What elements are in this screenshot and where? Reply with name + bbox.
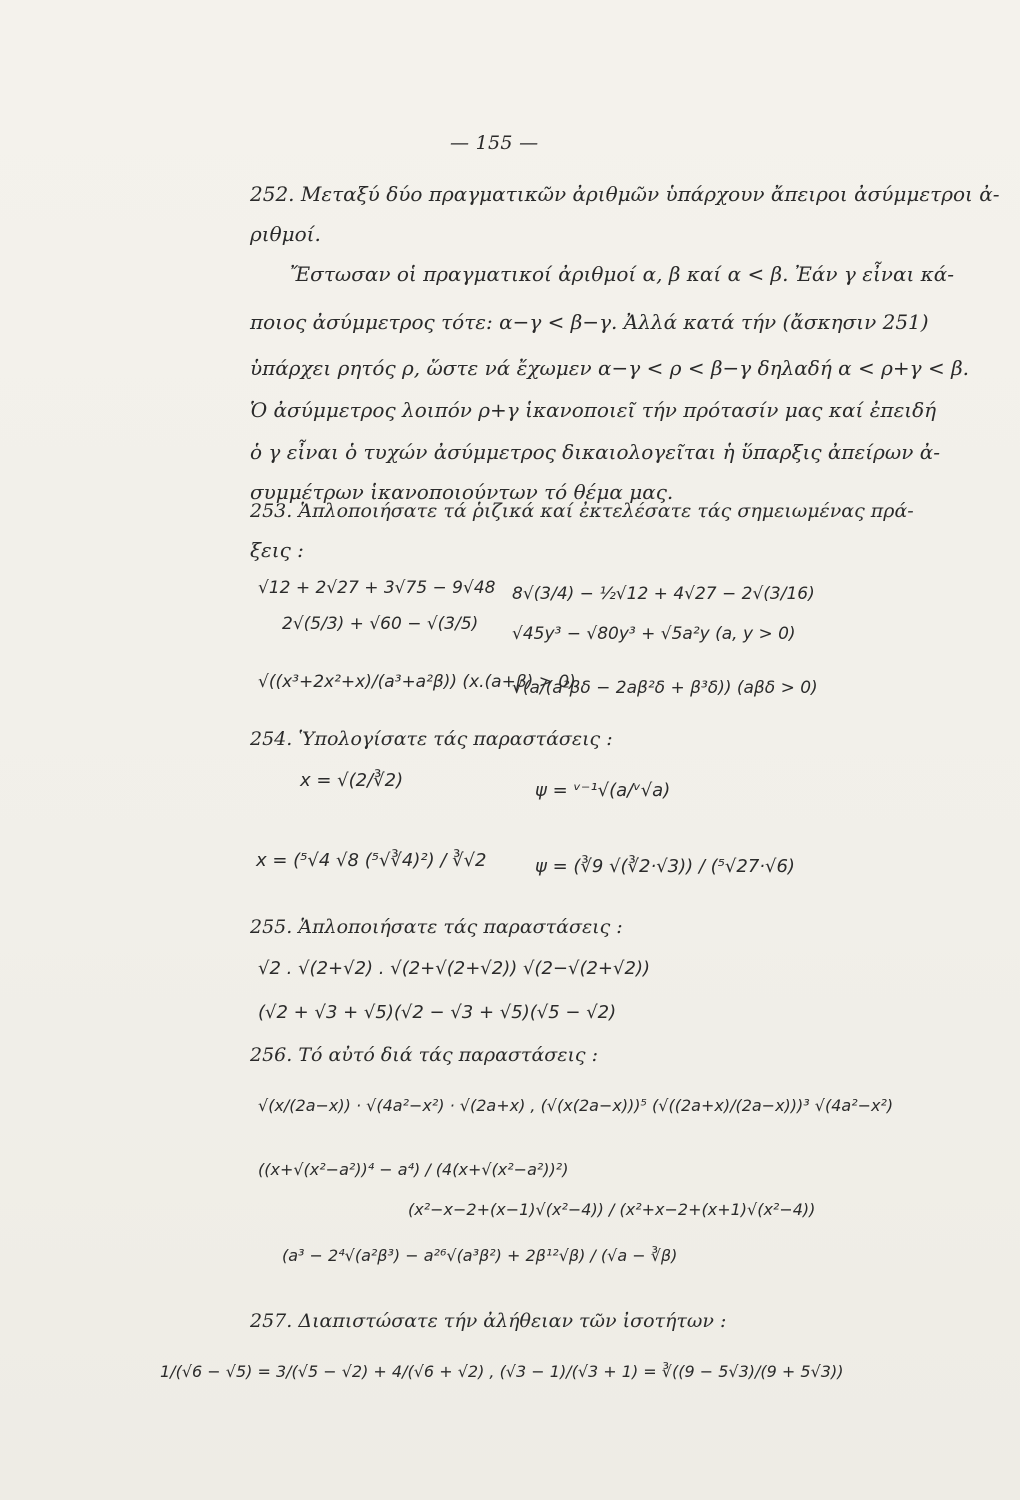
ex253-expr-left-1: √12 + 2√27 + 3√75 − 9√48 [258,578,496,598]
ex254-expr-1: x = √(2/∛2) [300,770,404,791]
ex256-expr-2: ((x+√(x²−a²))⁴ − a⁴) / (4(x+√(x²−a²))²) [258,1160,569,1179]
ex252-line-3: Ἔστωσαν οἱ πραγματικοί ἀριθμοί α, β καί α < β. Ἐάν γ εἶναι κά- [290,262,955,286]
ex252-line-4: ποιος ἀσύμμετρος τότε: α−γ < β−γ. Ἀλλά κατά τήν (ἄσκησιν 251) [250,310,929,334]
ex253-expr-right-2: √45y³ − √80y³ + √5a²y (a, y > 0) [512,624,796,644]
ex252-line-5: ὑπάρχει ρητός ρ, ὥστε νά ἔχωμεν α−γ < ρ < β−γ δηλαδή α < ρ+γ < β. [250,356,970,380]
ex252-line-1: 252. Μεταξύ δύο πραγματικῶν ἀριθμῶν ὑπάρχουν ἄπειροι ἀσύμμετροι ἀ- [250,182,1000,206]
ex256-title: 256. Τό αὐτό διά τάς παραστάσεις : [250,1044,598,1066]
ex255-title: 255. Ἁπλοποιήσατε τάς παραστάσεις : [250,916,623,938]
ex254-expr-3: x = (⁵√4 √8 (⁵√∛4)²) / ∛√2 [256,850,487,871]
ex254-expr-4: ψ = (∛9 √(∛2·√3)) / (⁵√27·√6) [535,856,795,877]
ex256-expr-1: √(x/(2a−x)) · √(4a²−x²) · √(2a+x) , (√(x(2a−x)))⁵ (√((2a+x)/(2a−x)))³ √(4a²−x²) [258,1096,894,1115]
ex253-expr-left-2: 2√(5/3) + √60 − √(3/5) [282,614,479,634]
ex256-expr-4: (a³ − 2⁴√(a²β³) − a²⁶√(a³β²) + 2β¹²√β) / (√a − ∛β) [282,1246,678,1265]
ex252-line-2: ριθμοί. [250,222,321,246]
ex252-line-7: ὁ γ εἶναι ὁ τυχών ἀσύμμετρος δικαιολογεῖται ἡ ὕπαρξις ἀπείρων ἀ- [250,440,940,464]
ex253-expr-left-3: √((x³+2x²+x)/(a³+a²β)) (x.(a+β) > 0) [258,672,576,692]
ex255-expr-2: (√2 + √3 + √5)(√2 − √3 + √5)(√5 − √2) [258,1002,617,1023]
ex256-expr-3: (x²−x−2+(x−1)√(x²−4)) / (x²+x−2+(x+1)√(x²−4)) [408,1200,816,1219]
ex252-line-6: Ὁ ἀσύμμετρος λοιπόν ρ+γ ἱκανοποιεῖ τήν πρότασίν μας καί ἐπειδή [250,398,937,422]
ex254-expr-2: ψ = ᵛ⁻¹√(a/ᵛ√a) [535,780,671,801]
ex257-title: 257. Διαπιστώσατε τήν ἀλήθειαν τῶν ἰσοτήτων : [250,1310,727,1332]
ex253-expr-right-1: 8√(3/4) − ½√12 + 4√27 − 2√(3/16) [512,584,815,604]
ex257-expr-1: 1/(√6 − √5) = 3/(√5 − √2) + 4/(√6 + √2) , (√3 − 1)/(√3 + 1) = ∛((9 − 5√3)/(9 + 5√3)) [160,1362,844,1381]
page-number: — 155 — [450,132,539,154]
ex253-expr-right-3: √(a/(a²βδ − 2aβ²δ + β³δ)) (aβδ > 0) [512,678,818,698]
ex252-line-8: συμμέτρων ἱκανοποιούντων τό θέμα μας. [250,480,674,504]
ex254-title: 254. Ὑπολογίσατε τάς παραστάσεις : [250,728,613,750]
ex255-expr-1: √2 . √(2+√2) . √(2+√(2+√2)) √(2−√(2+√2)) [258,958,650,979]
ex253-title: 253. Ἁπλοποιήσατε τά ῥιζικά καί ἐκτελέσατε τάς σημειωμένας πρά- [250,500,914,522]
ex253-title-2: ξεις : [250,538,304,562]
